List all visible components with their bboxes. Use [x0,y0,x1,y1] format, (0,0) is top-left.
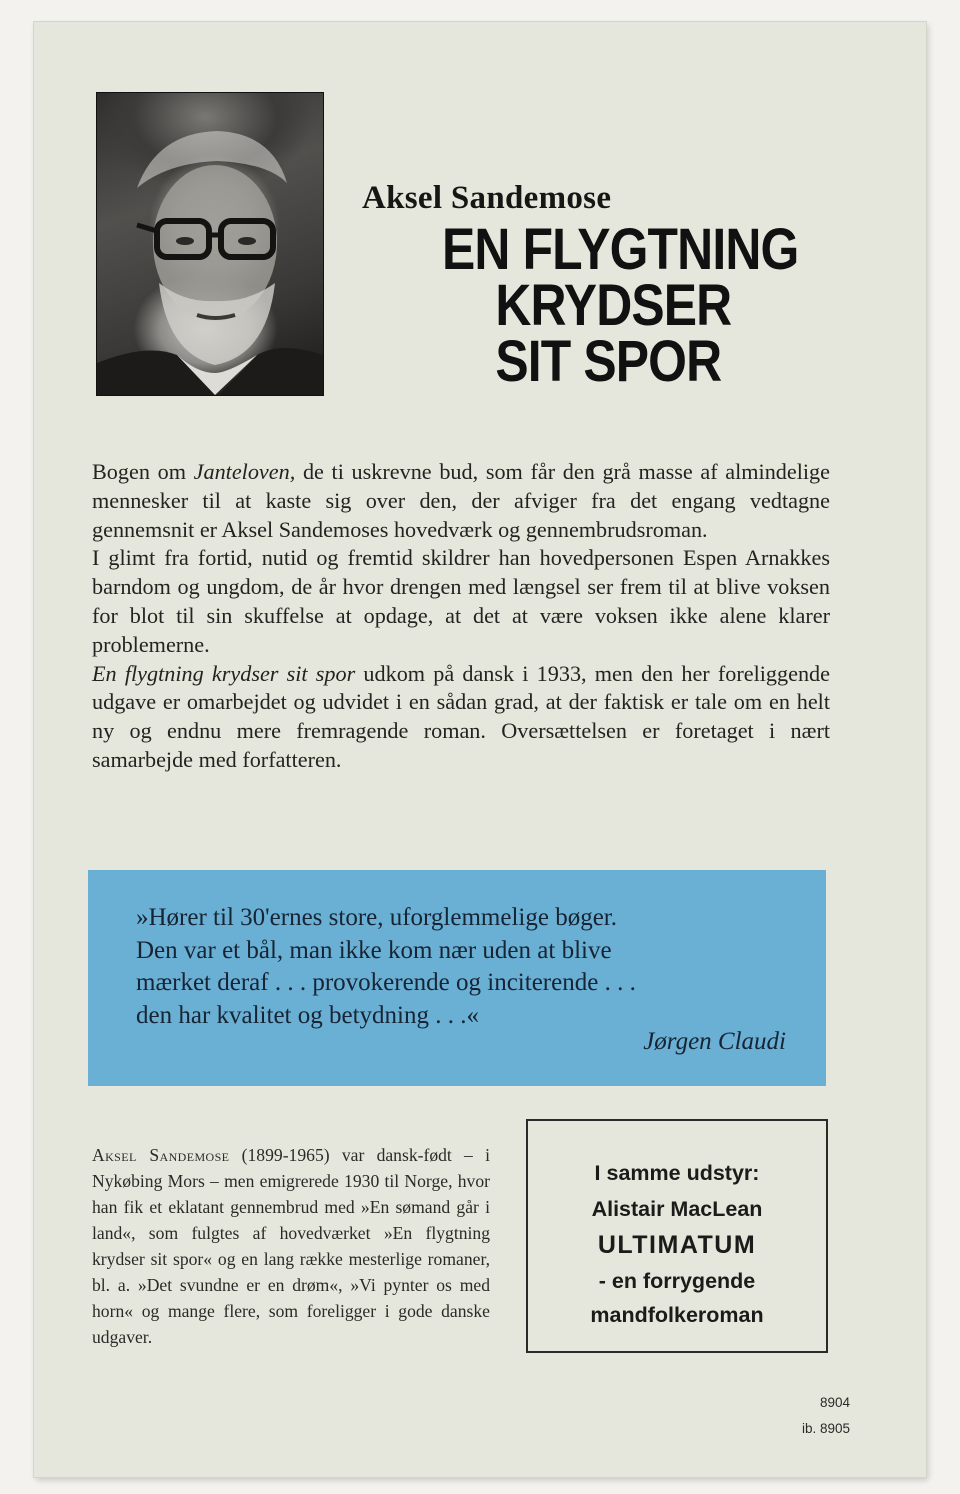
catalog-codes [802,1390,850,1442]
quote-attribution: Jørgen Claudi [643,1028,786,1055]
book-title [442,217,803,394]
book-title-line-1: EN FLYGTNING [442,217,799,282]
bio-text: (1899-1965) var dansk-født – i Nykøbing Mors – men emigrerede 1930 til Norge, hvor han fik et eklatant gennembrud med »En sømand går i land«, som fulgtes af hovedværket »En flygtning krydser sit spor« og en lang række mesterlige romaner, bl. a. »Det svundne er en drøm«, »Vi pynter os med horn« og mange flere, som foreligger i gode danske udgaver. [92,1145,490,1347]
ad-line-author: Alistair MacLean [591,1197,763,1221]
portrait-illustration [97,93,323,395]
blurb-text: de ti uskrevne bud, som får den grå masse af almindelige mennesker til at kaste sig over den, der afviger fra det engang vedtagne gennemsnit er Aksel Sandemoses hovedværk og gennembrudsroman. [92,459,831,542]
quote-line: den har kvalitet og betydning . . .« [136,1001,479,1029]
blurb-paragraph-3 [92,660,830,775]
book-title-line-2: KRYDSER [495,273,732,338]
author-name: Aksel Sandemose [362,180,612,216]
blurb-book-title: En flygtning krydser sit spor [92,660,356,686]
author-portrait-photo [96,92,324,396]
blurb-paragraph-1 [92,458,830,544]
book-blurb [92,458,830,775]
ad-line-same-series: I samme udstyr: [594,1161,760,1185]
author-biography [92,1142,490,1350]
related-book-ad [526,1119,828,1353]
blurb-text: udkom på dansk i 1933, men den her foreliggende udgave er omarbejdet og udvidet i en sådan grad, at der faktisk er tale om en helt ny og endnu mere fremragende roman. Oversættelsen er foretaget i nært samarbejde med forfatteren. [92,660,830,772]
review-quote-box [88,870,826,1086]
quote-line: Den var et bål, man ikke kom nær uden at blive [136,936,612,964]
ad-line-tagline-1: - en forrygende [598,1269,756,1293]
blurb-paragraph-2: I glimt fra fortid, nutid og fremtid skildrer han hovedpersonen Espen Arnakkes barndom og ungdom, de år hvor drengen med længsel ser frem til at blive voksen for blot til sin skuffelse at opdage, at det at være voksen ikke alene klarer problemerne. [92,545,830,657]
quote-line: mærket deraf . . . provokerende og inciterende . . . [136,969,636,996]
book-title-line-3: SIT SPOR [495,329,722,394]
bio-author-name: Aksel Sandemose [92,1145,230,1165]
catalog-code-1: 8904 [819,1395,850,1410]
quote-line: »Hører til 30'ernes store, uforglemmelige bøger. [136,904,617,931]
blurb-text: Bogen om [92,459,194,484]
ad-line-title: ULTIMATUM [597,1231,757,1259]
ad-line-tagline-2: mandfolkeroman [590,1303,764,1327]
book-back-cover [34,22,926,1477]
blurb-janteloven: Janteloven, [193,459,296,484]
catalog-code-2: ib. 8905 [801,1421,850,1436]
review-quote [136,902,796,1032]
